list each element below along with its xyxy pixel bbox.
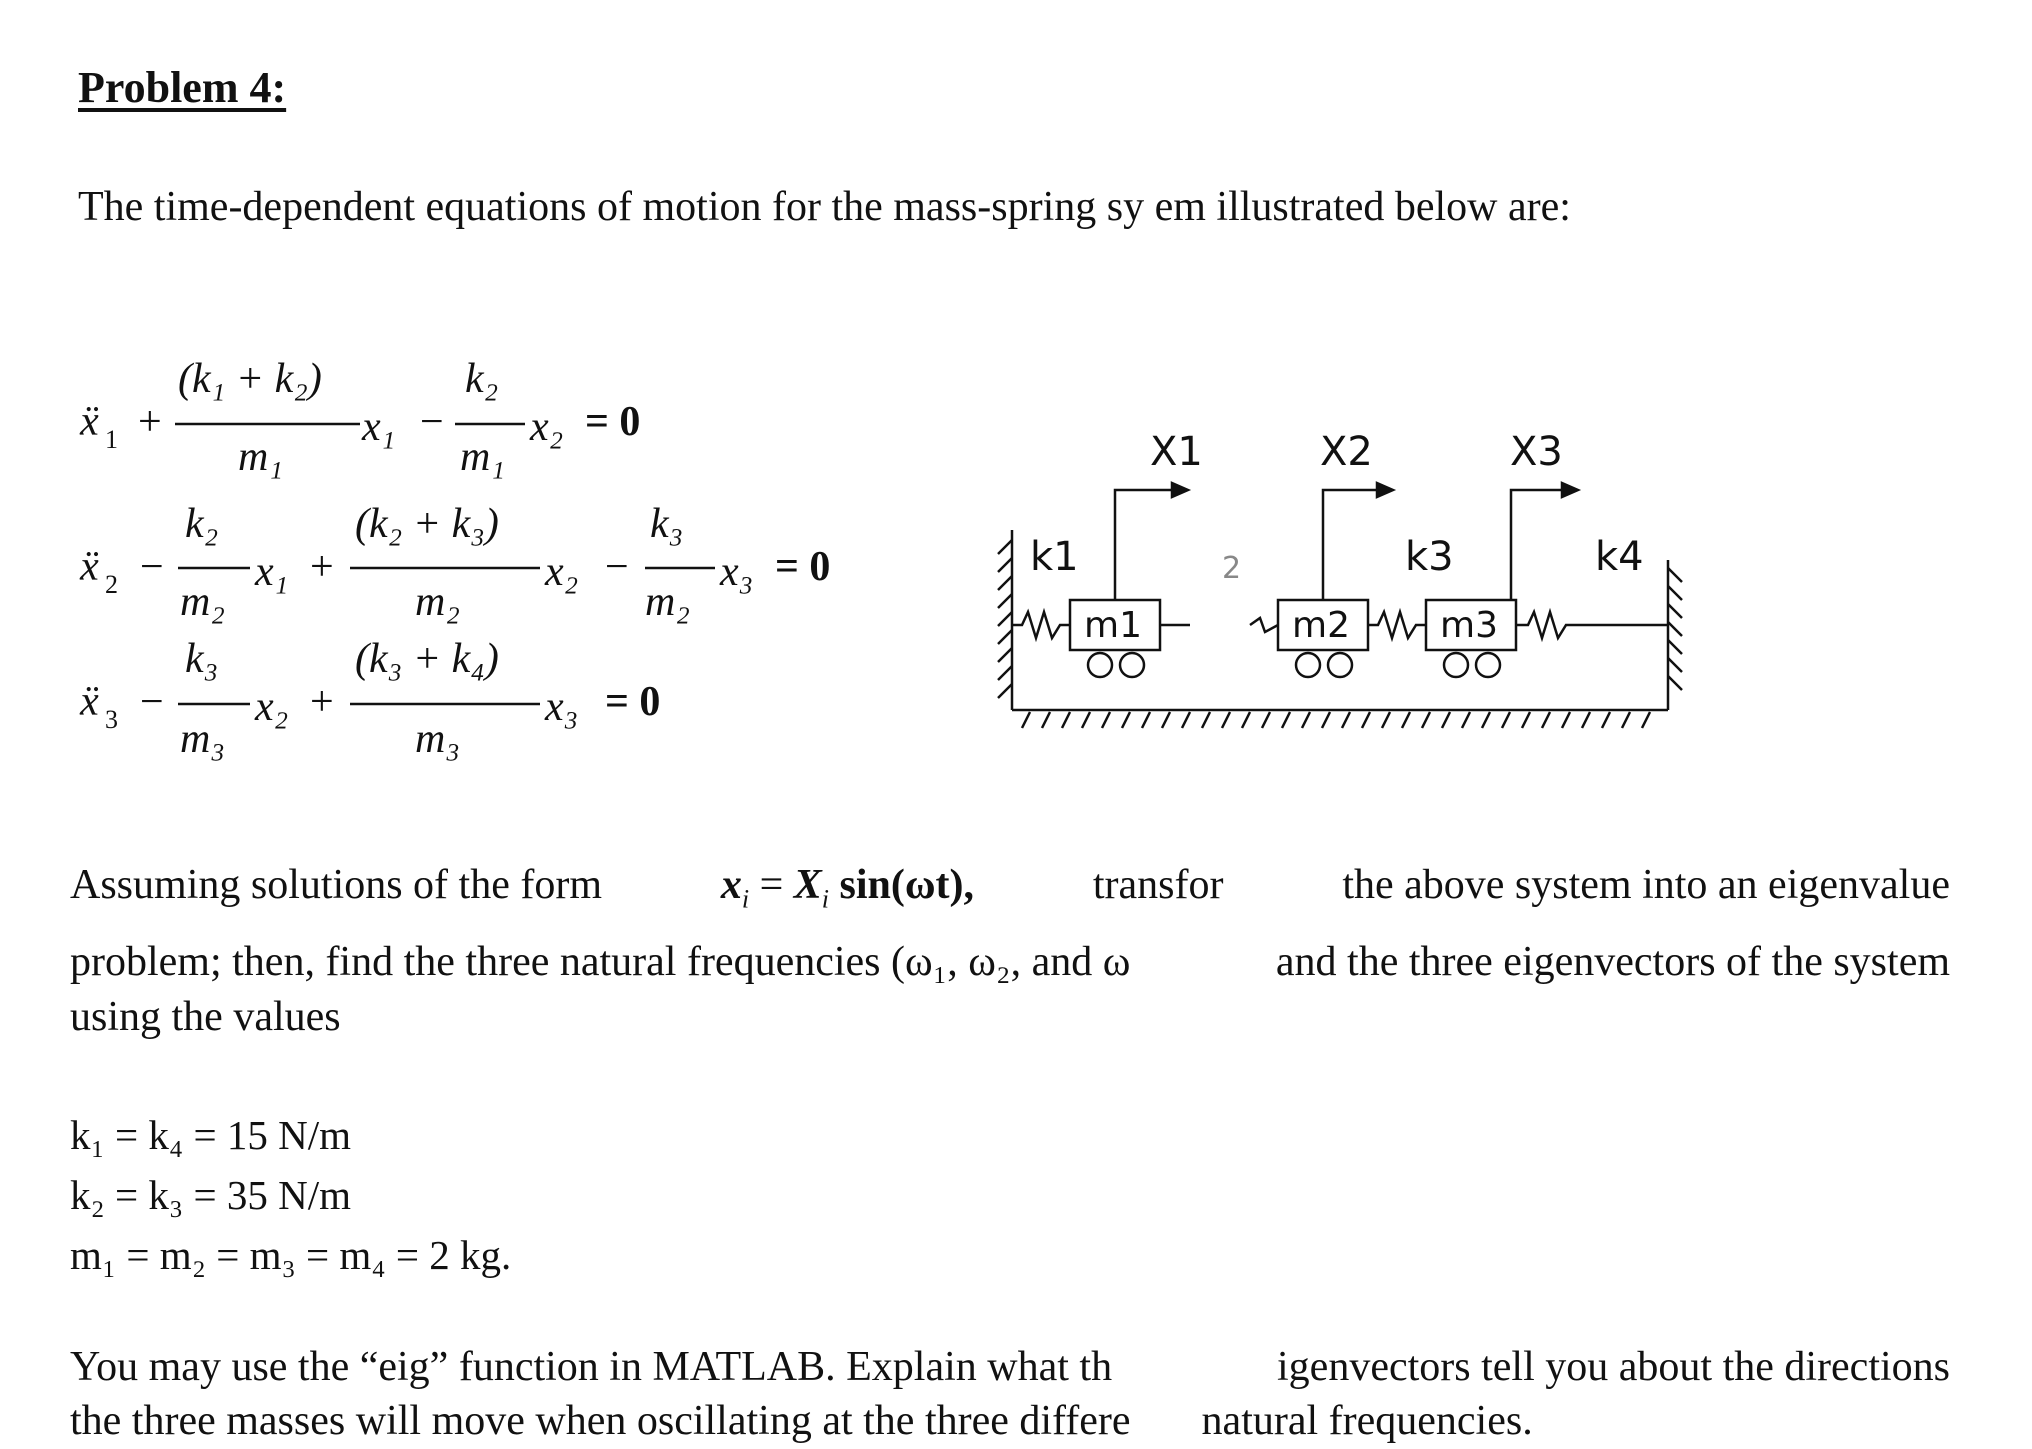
eq3-term2-num: (k₃ + k₄) [355, 636, 499, 682]
assume-part3: the above system into an eigenvalue [1342, 862, 1950, 908]
eq2-term1-den: m₂ [180, 579, 225, 625]
assume-line [70, 858, 1950, 916]
eq3-term2-den: m₃ [415, 716, 460, 762]
eq3-term1-var: x₂ [255, 684, 289, 730]
closing-line-2-left: the three masses will move when oscillating at the three differe [70, 1398, 1131, 1444]
problem-line [70, 935, 1950, 990]
eq1-lhs: ẍ [80, 399, 99, 445]
x1-arrow-line [1115, 490, 1185, 600]
eq2-lhs: ẍ [80, 544, 99, 590]
eq1-plus: + [138, 399, 162, 445]
eq2-term3-var: x₃ [720, 549, 754, 595]
eq1-term1-num: (k₁ + k₂) [178, 356, 322, 402]
closing-line-2 [70, 1394, 1533, 1449]
problem-line-right: and the three eigenvectors of the system [1275, 939, 1950, 985]
eq1-term2-den: m₁ [460, 434, 505, 480]
eq1-term1-den: m₁ [238, 434, 283, 480]
eq1-term2-num: k₂ [465, 356, 499, 402]
eq2-term3-den: m₂ [645, 579, 690, 625]
eq3-term1-den: m₃ [180, 716, 225, 762]
eq3-minus: − [140, 679, 164, 725]
left-wall-hatch [998, 540, 1012, 698]
m2-wheel-left [1296, 653, 1320, 677]
assume-part1: Assuming solutions of the form [70, 862, 602, 908]
equation-3 [79, 636, 660, 762]
equation-1 [79, 356, 640, 480]
eq3-lhs: ẍ [80, 679, 99, 725]
eq1-minus: − [420, 399, 444, 445]
label-k4: k4 [1595, 534, 1644, 580]
label-m3: m3 [1440, 605, 1498, 646]
given-values [70, 1105, 511, 1285]
intro-text: The time-dependent equations of motion for the mass-spring sy em illustrated below are: [78, 184, 1571, 230]
eq2-rhs: = 0 [775, 544, 831, 590]
eq1-term2-var: x₂ [530, 404, 564, 450]
m3-wheel-right [1476, 653, 1500, 677]
closing-line-1-right: igenvectors tell you about the directions [1277, 1344, 1950, 1390]
eq2-minus: − [140, 544, 164, 590]
spring-k3 [1368, 612, 1426, 638]
eq3-lhs-sub: 3 [105, 705, 118, 734]
x3-arrow-head [1562, 483, 1578, 497]
problem-title: Problem 4: [78, 63, 287, 112]
closing-line-1-left: You may use the “eig” function in MATLAB. Explain what th [70, 1344, 1113, 1390]
x2-arrow-line [1323, 490, 1390, 600]
spring-k1 [1012, 612, 1070, 638]
label-k3: k3 [1405, 534, 1454, 580]
label-m2: m2 [1292, 605, 1350, 646]
m1-wheel-right [1120, 653, 1144, 677]
closing-line-2-right: natural frequencies. [1201, 1398, 1533, 1444]
eq1-lhs-sub: 1 [105, 425, 118, 454]
x2-arrow-head [1377, 483, 1393, 497]
eq2-term2-num: (k₂ + k₃) [355, 501, 499, 547]
label-x2: X2 [1320, 429, 1373, 475]
mass-spring-diagram [960, 400, 1720, 760]
eq2-term3-num: k₃ [650, 501, 684, 547]
eq2-plus: + [310, 544, 334, 590]
equations-of-motion [60, 340, 880, 800]
using-values-text: using the values [70, 994, 341, 1040]
x1-arrow-head [1172, 483, 1188, 497]
spring-k2-right-stub [1250, 618, 1278, 632]
problem-line-left: problem; then, find the three natural frequencies (ω₁, ω₂, and ω [70, 939, 1131, 985]
eq3-rhs: = 0 [605, 679, 661, 725]
x3-arrow-line [1511, 490, 1575, 600]
m2-wheel-right [1328, 653, 1352, 677]
m3-wheel-left [1444, 653, 1468, 677]
eq3-term1-num: k₃ [185, 636, 219, 682]
label-x3: X3 [1510, 429, 1563, 475]
label-m1: m1 [1084, 605, 1142, 646]
eq2-term2-var: x₂ [545, 549, 579, 595]
eq2-minus2: − [605, 544, 629, 590]
eq2-term1-var: x₁ [255, 549, 289, 595]
eq2-term2-den: m₂ [415, 579, 460, 625]
closing-line-1 [70, 1340, 1950, 1395]
assume-part2: transfor [1092, 862, 1224, 908]
eq1-term1-var: x₁ [362, 404, 396, 450]
equation-2 [79, 501, 830, 625]
given-k1-k4: k₁ = k₄ = 15 N/m [70, 1112, 351, 1158]
given-k2-k3: k₂ = k₃ = 35 N/m [70, 1172, 351, 1218]
label-k1: k1 [1030, 534, 1079, 580]
right-wall-hatch [1668, 568, 1682, 690]
m1-wheel-left [1088, 653, 1112, 677]
eq3-plus: + [310, 679, 334, 725]
label-k2-fragment: 2 [1222, 551, 1242, 586]
eq2-lhs-sub: 2 [105, 570, 118, 599]
solution-formula: $x_i = X_i$ sin(ωt), [720, 862, 975, 914]
spring-k4 [1516, 612, 1668, 638]
label-x1: X1 [1150, 429, 1203, 475]
given-masses: m₁ = m₂ = m₃ = m₄ = 2 kg. [70, 1232, 512, 1278]
floor-hatch [1022, 712, 1650, 728]
eq1-rhs: = 0 [585, 399, 641, 445]
eq2-term1-num: k₂ [185, 501, 219, 547]
eq3-term2-var: x₃ [545, 684, 579, 730]
